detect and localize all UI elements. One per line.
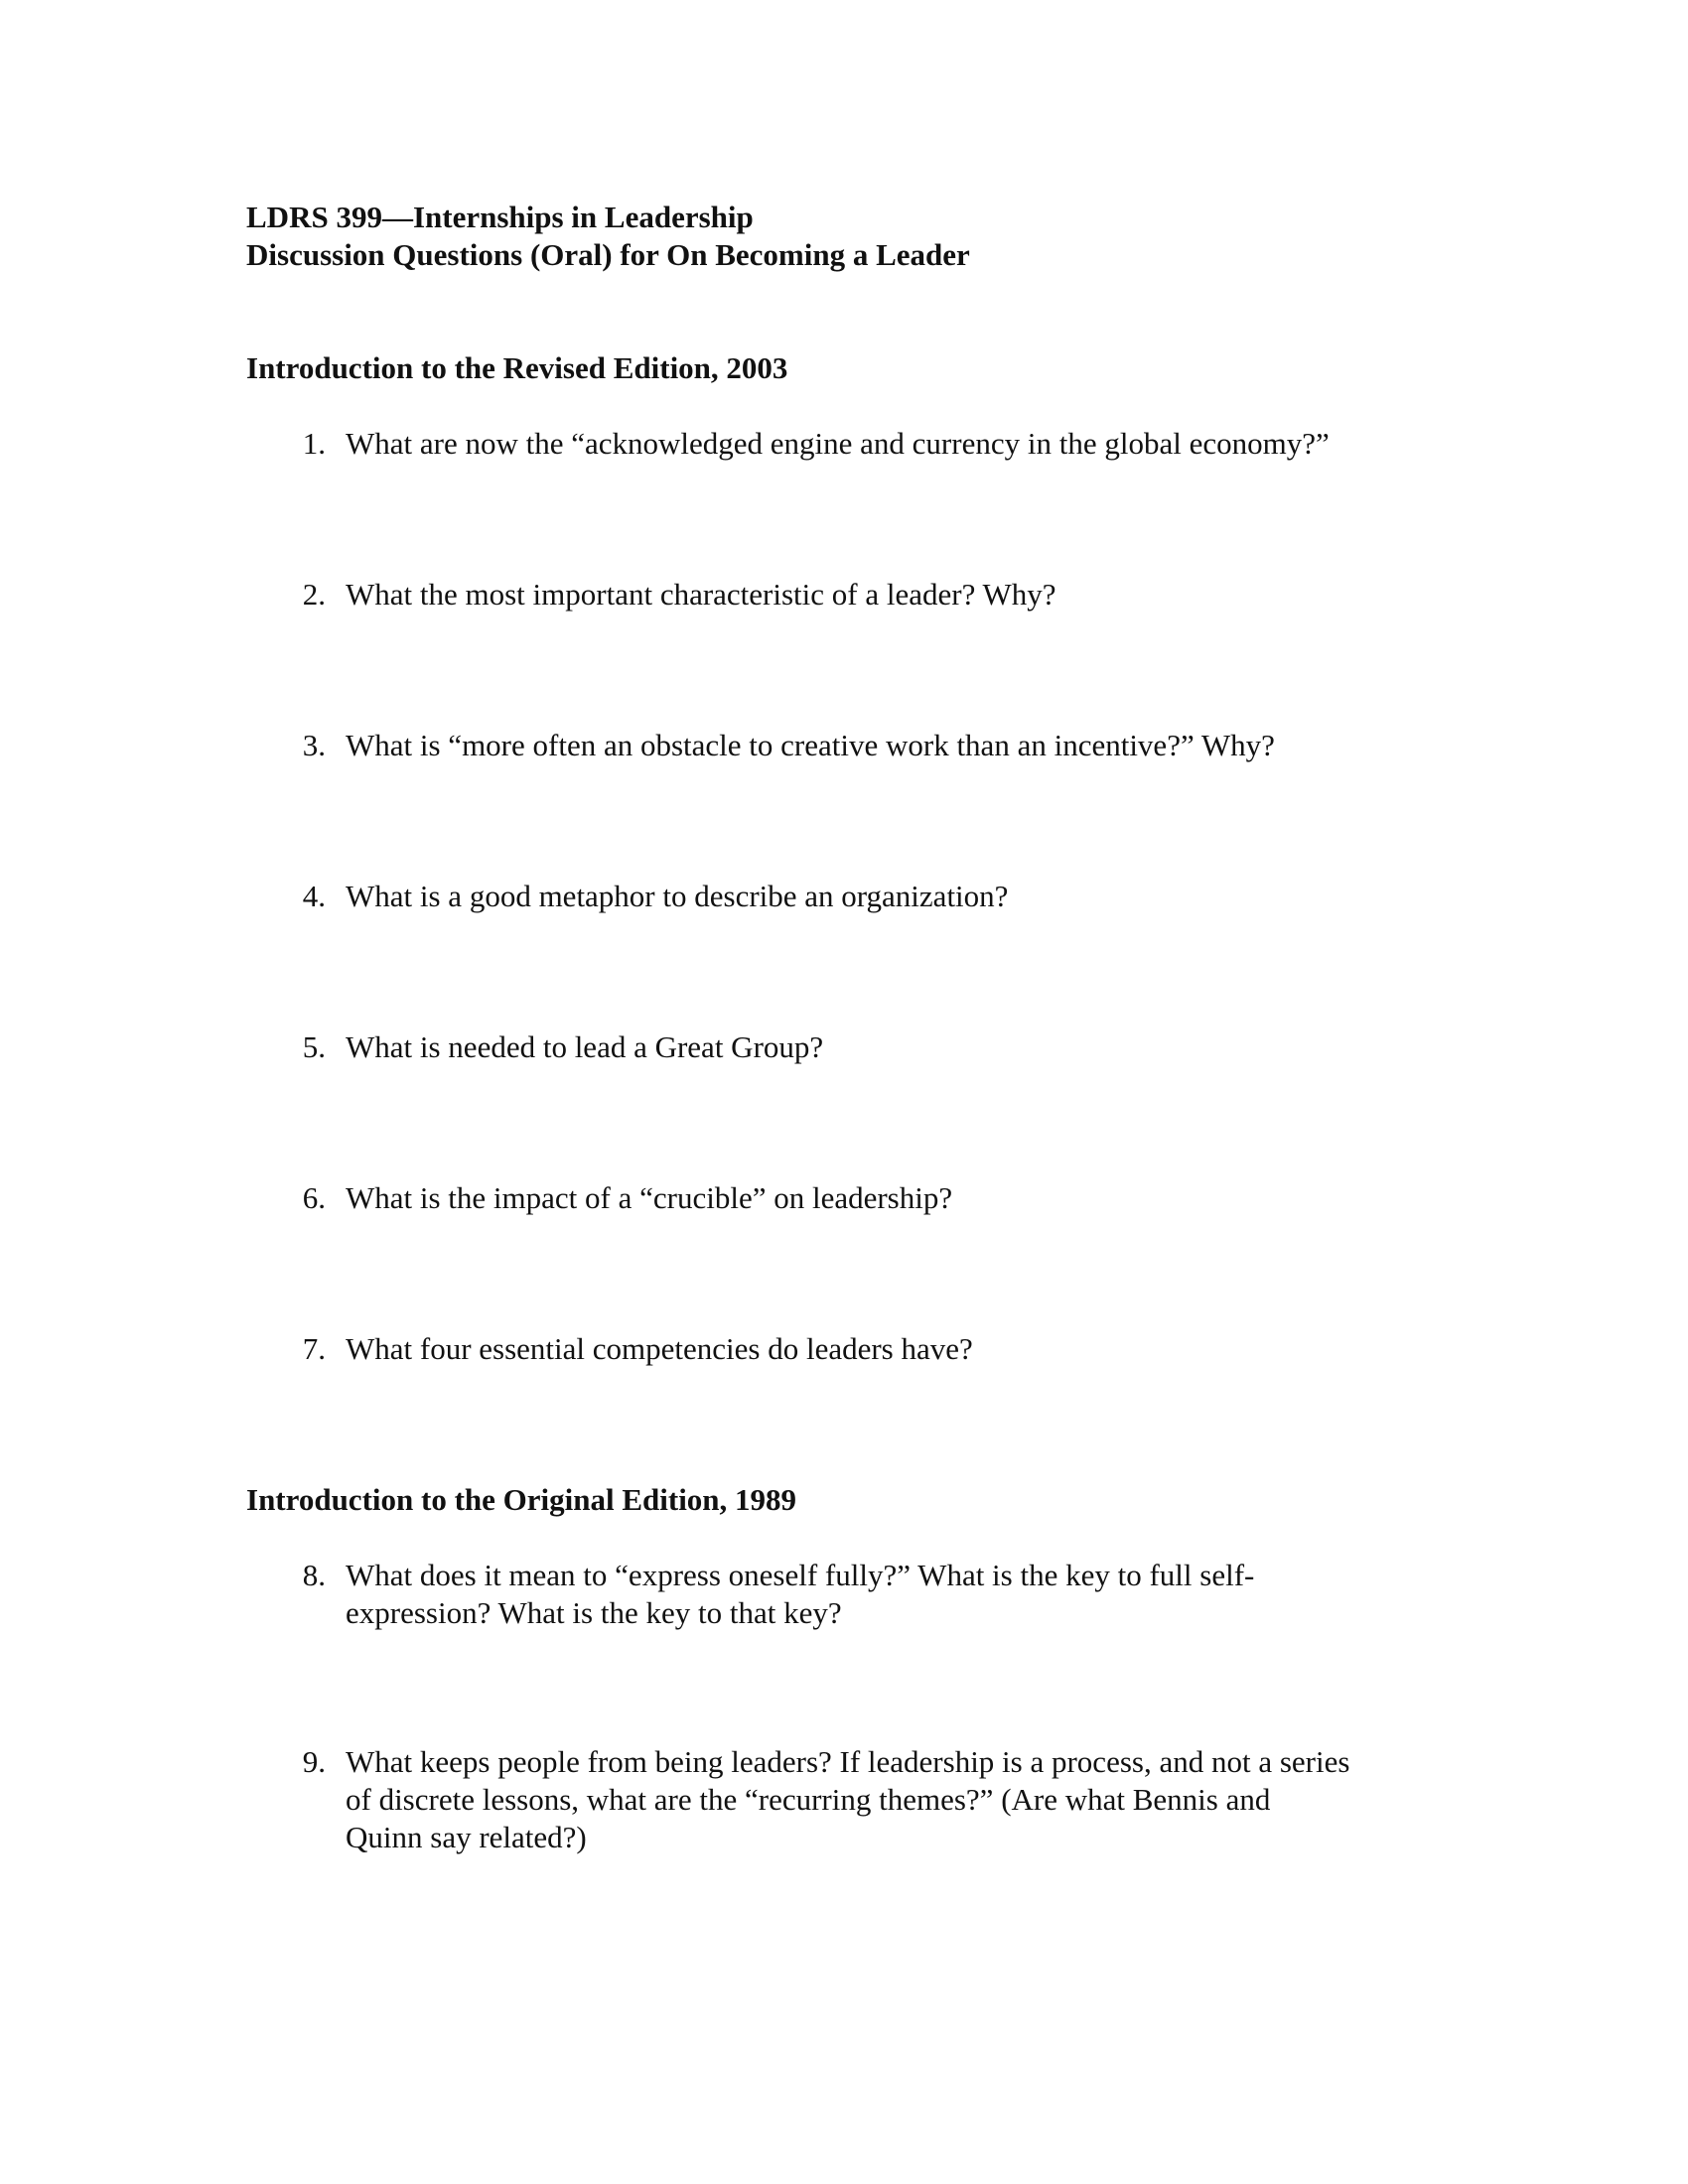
question-number: 1.	[302, 426, 326, 461]
question-number: 3.	[302, 728, 326, 762]
document-subtitle: Discussion Questions (Oral) for On Becoming a Leader	[246, 237, 970, 272]
question-text: What are now the “acknowledged engine and currency in the global economy?”	[346, 426, 1330, 461]
question-number: 9.	[302, 1744, 326, 1779]
question-number: 4.	[302, 879, 326, 913]
question-number: 8.	[302, 1558, 326, 1592]
section-heading-original-edition: Introduction to the Original Edition, 1989	[246, 1482, 797, 1517]
question-text: What the most important characteristic of a leader? Why?	[346, 577, 1056, 612]
question-text: What four essential competencies do leaders have?	[346, 1331, 973, 1366]
question-text: What is needed to lead a Great Group?	[346, 1029, 824, 1064]
document-header	[246, 199, 970, 274]
question-text: What is “more often an obstacle to creative work than an incentive?” Why?	[346, 728, 1275, 762]
section-heading-revised-edition: Introduction to the Revised Edition, 2003	[246, 350, 788, 385]
question-number: 7.	[302, 1331, 326, 1366]
question-number: 2.	[302, 577, 326, 612]
question-text: What is the impact of a “crucible” on leadership?	[346, 1180, 953, 1215]
question-number: 6.	[302, 1180, 326, 1215]
question-text: What is a good metaphor to describe an organization?	[346, 879, 1009, 913]
course-title: LDRS 399—Internships in Leadership	[246, 200, 754, 234]
question-number: 5.	[302, 1029, 326, 1064]
question-text: What does it mean to “express oneself fully?” What is the key to full self- expression? What is the key to that key?	[346, 1558, 1255, 1630]
question-text: What keeps people from being leaders? If leadership is a process, and not a series of discrete lessons, what are the “recurring themes?” (Are what Bennis and Quinn say related?)	[346, 1744, 1350, 1854]
